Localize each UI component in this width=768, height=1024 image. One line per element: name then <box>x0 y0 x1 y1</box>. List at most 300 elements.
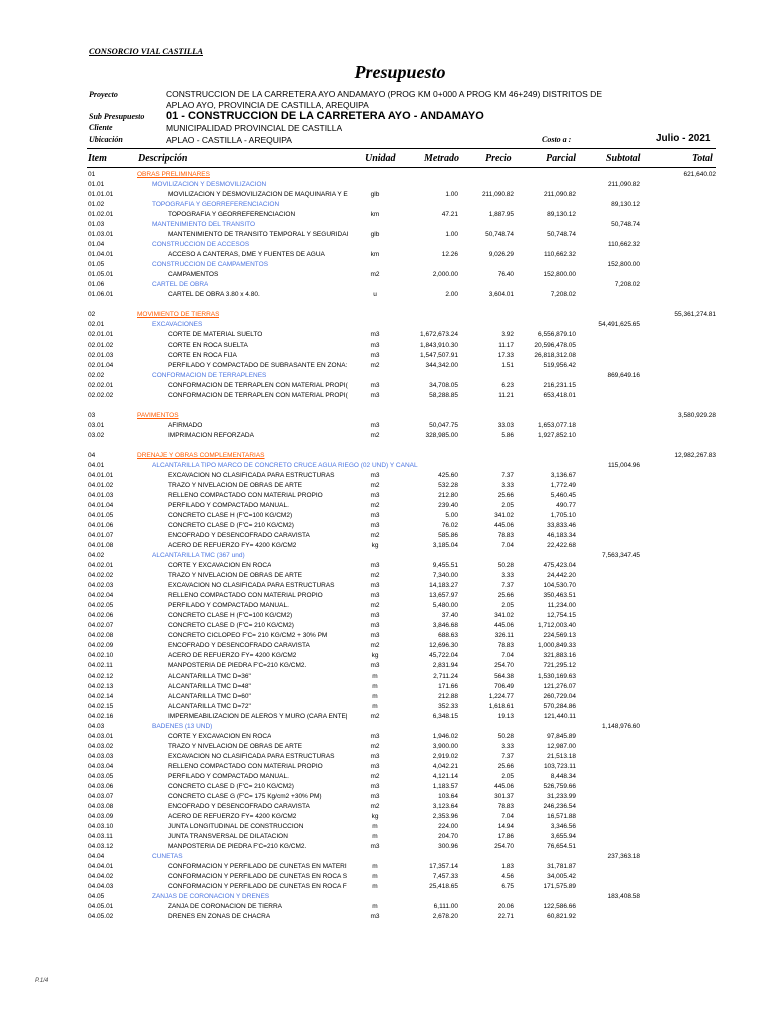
parcial-cell: 24,442.20 <box>547 572 576 580</box>
subtitle-description: CONSTRUCCION DE CAMPAMENTOS <box>152 261 269 269</box>
budget-item-row <box>0 611 768 621</box>
spacer-row <box>0 300 768 310</box>
unit-cell: m <box>372 682 378 690</box>
parcial-cell: 260,729.04 <box>543 692 576 700</box>
item-description: CARTEL DE OBRA 3.80 x 4.80. <box>168 291 260 299</box>
item-description: MANPOSTERIA DE PIEDRA F'C=210 KG/CM2. <box>168 662 307 670</box>
parcial-cell: 31,233.99 <box>547 792 576 800</box>
parcial-cell: 1,000,849.33 <box>538 642 576 650</box>
precio-cell: 1.51 <box>501 361 514 369</box>
item-description: CORTE EN ROCA FIJA <box>168 351 237 359</box>
item-code: 01.02.01 <box>88 211 114 219</box>
budget-subtitle-row <box>0 892 768 902</box>
metrado-cell: 17,357.14 <box>429 863 458 871</box>
item-code: 04.01.03 <box>88 491 114 499</box>
precio-cell: 5.86 <box>501 431 514 439</box>
unit-cell: km <box>370 211 380 219</box>
unit-cell: m <box>372 832 378 840</box>
metrado-cell: 1,946.02 <box>432 732 458 740</box>
item-description: ACCESO A CANTERAS, DME Y FUENTES DE AGUA <box>168 251 325 259</box>
unit-cell: m3 <box>370 612 380 620</box>
metrado-cell: 1.00 <box>445 191 458 199</box>
item-code: 04.03.11 <box>88 832 113 840</box>
precio-cell: 341.02 <box>494 512 514 520</box>
budget-item-row <box>0 812 768 822</box>
unit-cell: m3 <box>370 792 380 800</box>
precio-cell: 25.66 <box>497 592 514 600</box>
item-code: 04.02.14 <box>88 692 114 700</box>
budget-item-row <box>0 772 768 782</box>
subtitle-description: CONSTRUCCION DE ACCESOS <box>152 241 250 249</box>
page-number: P.1/4 <box>35 978 49 984</box>
budget-subtitle-row <box>0 551 768 561</box>
item-code: 04.02.13 <box>88 682 114 690</box>
unit-cell: m3 <box>370 471 380 479</box>
precio-cell: 4.56 <box>501 873 514 881</box>
item-code: 04.02.16 <box>88 712 114 720</box>
item-description: IMPRIMACION REFORZADA <box>168 431 254 439</box>
budget-item-row <box>0 682 768 692</box>
subtotal-cell: 869,649.16 <box>607 371 640 379</box>
col-parcial: Parcial <box>546 153 576 164</box>
item-code: 04.02.10 <box>88 652 114 660</box>
item-description: PERFILADO Y COMPACTADO DE SUBRASANTE EN ZONA: <box>168 361 348 369</box>
item-description: CONCRETO CLASE H (F'C=100 KG/CM2) <box>168 512 293 520</box>
spacer-row <box>0 441 768 451</box>
item-code: 04.04 <box>88 853 105 861</box>
item-description: TRAZO Y NIVELACION DE OBRAS DE ARTE <box>168 572 303 580</box>
unit-cell: m3 <box>370 632 380 640</box>
subtotal-cell: 7,208.02 <box>614 281 640 289</box>
metrado-cell: 352.33 <box>438 702 458 710</box>
budget-item-row <box>0 792 768 802</box>
precio-cell: 20.06 <box>497 903 514 911</box>
item-description: DRENES EN ZONAS DE CHACRA <box>168 913 271 921</box>
metrado-cell: 1,183.57 <box>432 782 458 790</box>
budget-title-row <box>0 411 768 421</box>
item-description: EXCAVACION NO CLASIFICADA PARA ESTRUCTURAS <box>168 752 335 760</box>
unit-cell: m <box>372 692 378 700</box>
metrado-cell: 532.28 <box>438 481 458 489</box>
parcial-cell: 11,234.00 <box>547 602 576 610</box>
budget-item-row <box>0 330 768 340</box>
item-code: 04.02.12 <box>88 672 114 680</box>
cliente-label: Cliente <box>89 123 113 132</box>
total-cell: 12,982,267.83 <box>674 451 716 459</box>
item-code: 04.02.08 <box>88 632 114 640</box>
budget-item-row <box>0 862 768 872</box>
item-description: JUNTA LONGITUDINAL DE CONSTRUCCION <box>168 822 304 830</box>
unit-cell: m3 <box>370 762 380 770</box>
metrado-cell: 3,846.68 <box>432 622 458 630</box>
item-description: CONFORMACION Y PERFILADO DE CUNETAS EN ROCA F <box>168 883 347 891</box>
parcial-cell: 1,653,077.18 <box>538 421 576 429</box>
subtitle-description: CONFORMACION DE TERRAPLENES <box>152 371 267 379</box>
unit-cell: m3 <box>370 351 380 359</box>
unit-cell: m <box>372 903 378 911</box>
unit-cell: m <box>372 863 378 871</box>
subtotal-cell: 89,130.12 <box>611 201 640 209</box>
parcial-cell: 121,276.07 <box>543 682 576 690</box>
metrado-cell: 5,480.00 <box>432 602 458 610</box>
budget-item-row <box>0 210 768 220</box>
item-description: AFIRMADO <box>168 421 203 429</box>
item-description: ACERO DE REFUERZO FY= 4200 KG/CM2 <box>168 542 297 550</box>
budget-item-row <box>0 651 768 661</box>
budget-subtitle-row <box>0 240 768 250</box>
precio-cell: 11.21 <box>498 391 514 399</box>
unit-cell: m3 <box>370 381 380 389</box>
unit-cell: m3 <box>370 562 380 570</box>
parcial-cell: 46,183.34 <box>547 532 576 540</box>
precio-cell: 1,224.77 <box>488 692 514 700</box>
parcial-cell: 22,422.68 <box>547 542 576 550</box>
metrado-cell: 171.66 <box>438 682 458 690</box>
precio-cell: 445.06 <box>494 622 514 630</box>
item-code: 02.01 <box>88 321 105 329</box>
unit-cell: kg <box>371 652 379 660</box>
subtitle-description: MANTENIMIENTO DEL TRANSITO <box>152 221 256 229</box>
costo-label: Costo a : <box>542 135 572 144</box>
parcial-cell: 6,556,879.10 <box>538 331 576 339</box>
item-description: ALCANTARILLA TMC D=48" <box>168 682 251 690</box>
unit-cell: m <box>372 873 378 881</box>
metrado-cell: 7,457.33 <box>432 873 458 881</box>
metrado-cell: 7,340.00 <box>432 572 458 580</box>
item-code: 04.03.03 <box>88 752 114 760</box>
unit-cell: m3 <box>370 622 380 630</box>
precio-cell: 445.06 <box>494 522 514 530</box>
header-rule <box>87 148 716 149</box>
metrado-cell: 344,342.00 <box>425 361 458 369</box>
item-code: 04.05.01 <box>88 903 114 911</box>
precio-cell: 326.11 <box>494 632 514 640</box>
precio-cell: 254.70 <box>494 662 514 670</box>
item-code: 02.01.04 <box>88 361 114 369</box>
budget-title-row <box>0 310 768 320</box>
budget-item-row <box>0 230 768 240</box>
precio-cell: 564.38 <box>494 672 514 680</box>
item-description: ENCOFRADO Y DESENCOFRADO CARAVISTA <box>168 642 310 650</box>
unit-cell: m2 <box>370 642 380 650</box>
item-code: 01.01 <box>88 181 105 189</box>
title-description: OBRAS PRELIMINARES <box>137 171 210 178</box>
precio-cell: 3.33 <box>501 481 514 489</box>
item-code: 03.02 <box>88 431 105 439</box>
item-code: 04.01.04 <box>88 501 114 509</box>
item-description: RELLENO COMPACTADO CON MATERIAL PROPIO <box>168 491 323 499</box>
unit-cell: m <box>372 702 378 710</box>
parcial-cell: 171,575.89 <box>543 883 576 891</box>
item-description: ALCANTARILLA TMC D=36" <box>168 672 251 680</box>
parcial-cell: 121,440.11 <box>543 712 576 720</box>
unit-cell: m3 <box>370 752 380 760</box>
budget-item-row <box>0 672 768 682</box>
precio-cell: 7.37 <box>501 582 514 590</box>
precio-cell: 3.33 <box>501 572 514 580</box>
parcial-cell: 246,236.54 <box>543 802 576 810</box>
parcial-cell: 76,654.51 <box>547 843 576 850</box>
item-description: CORTE Y EXCAVACION EN ROCA <box>168 732 272 740</box>
item-description: ENCOFRADO Y DESENCOFRADO CARAVISTA <box>168 532 310 540</box>
proyecto-line1: CONSTRUCCION DE LA CARRETERA AYO ANDAMAYO (PROG KM 0+000 A PROG KM 46+249) DISTRITOS DE <box>166 89 602 99</box>
item-code: 02.01.02 <box>88 341 114 349</box>
budget-item-row <box>0 712 768 722</box>
subtitle-description: BADENES (13 UND) <box>152 722 213 730</box>
precio-cell: 341.02 <box>494 612 514 620</box>
item-code: 04.02 <box>88 552 105 560</box>
metrado-cell: 58,288.85 <box>429 391 458 399</box>
total-cell: 621,640.02 <box>683 171 716 178</box>
unit-cell: m2 <box>370 572 380 580</box>
budget-item-row <box>0 882 768 892</box>
item-code: 02.01.01 <box>88 331 114 339</box>
item-description: CONCRETO CLASE D (F'C= 210 KG/CM2) <box>168 782 294 790</box>
unit-cell: m2 <box>370 532 380 540</box>
parcial-cell: 519,956.42 <box>543 361 576 369</box>
subtotal-cell: 152,800.00 <box>607 261 640 269</box>
item-description: PERFILADO Y COMPACTADO MANUAL. <box>168 772 289 780</box>
metrado-cell: 585.86 <box>438 532 458 540</box>
item-code: 04.02.03 <box>88 582 114 590</box>
item-code: 04.03.04 <box>88 762 114 770</box>
precio-cell: 14.94 <box>497 822 514 830</box>
item-code: 01.04.01 <box>88 251 114 259</box>
budget-title-row <box>0 170 768 180</box>
parcial-cell: 3,136.67 <box>550 471 576 479</box>
column-headers <box>0 153 768 167</box>
item-code: 04.03.08 <box>88 802 114 810</box>
parcial-cell: 7,208.02 <box>550 291 576 299</box>
precio-cell: 6.23 <box>501 381 514 389</box>
item-description: CONCRETO CLASE G (F'C= 175 Kg/cm2 +30% PM) <box>168 792 322 800</box>
unit-cell: m2 <box>370 361 380 369</box>
metrado-cell: 45,722.04 <box>429 652 458 660</box>
precio-cell: 25.66 <box>497 762 514 770</box>
item-code: 02.02 <box>88 371 105 379</box>
parcial-cell: 3,655.94 <box>550 832 576 840</box>
costo-fecha: Julio - 2021 <box>656 133 711 144</box>
precio-cell: 76.40 <box>497 271 514 279</box>
item-code: 04.02.09 <box>88 642 114 650</box>
unit-cell: m3 <box>370 391 380 399</box>
budget-item-row <box>0 752 768 762</box>
unit-cell: m <box>372 822 378 830</box>
subtitle-description: MOVILIZACION Y DESMOVILIZACION <box>152 181 267 189</box>
metrado-cell: 2,711.24 <box>433 672 458 680</box>
parcial-cell: 1,927,852.10 <box>538 431 576 439</box>
parcial-cell: 31,781.87 <box>547 863 576 871</box>
unit-cell: m3 <box>370 341 380 349</box>
subtotal-cell: 1,148,976.60 <box>602 722 640 730</box>
precio-cell: 78.83 <box>497 802 514 810</box>
budget-item-row <box>0 541 768 551</box>
item-description: CONFORMACION DE TERRAPLEN CON MATERIAL PROPI( <box>168 391 348 399</box>
precio-cell: 211,090.82 <box>481 191 514 199</box>
metrado-cell: 1,843,910.30 <box>420 341 458 349</box>
item-description: JUNTA TRANSVERSAL DE DILATACION <box>168 832 288 840</box>
item-code: 03.01 <box>88 421 105 429</box>
unit-cell: u <box>373 291 377 299</box>
total-cell: 55,361,274.81 <box>674 311 716 319</box>
item-code: 04.03.02 <box>88 742 114 750</box>
subtitle-description: ALCANTARILLA TMC (367 und) <box>152 552 245 560</box>
budget-item-row <box>0 471 768 481</box>
item-code: 04.05 <box>88 893 105 901</box>
parcial-cell: 211,090.82 <box>543 191 576 199</box>
item-description: ACERO DE REFUERZO FY= 4200 KG/CM2 <box>168 652 297 660</box>
unit-cell: m2 <box>370 802 380 810</box>
budget-item-row <box>0 631 768 641</box>
item-description: ALCANTARILLA TMC D=72" <box>168 702 251 710</box>
item-code: 04.05.02 <box>88 913 114 921</box>
metrado-cell: 4,042.21 <box>432 762 458 770</box>
parcial-cell: 5,460.45 <box>550 491 576 499</box>
unit-cell: m2 <box>370 772 380 780</box>
precio-cell: 7.04 <box>501 542 514 550</box>
parcial-cell: 110,662.32 <box>543 251 576 259</box>
budget-item-row <box>0 872 768 882</box>
metrado-cell: 2,353.96 <box>432 812 458 820</box>
parcial-cell: 8,448.34 <box>550 772 576 780</box>
unit-cell: m2 <box>370 501 380 509</box>
budget-item-row <box>0 842 768 852</box>
item-code: 01.05.01 <box>88 271 114 279</box>
metrado-cell: 14,183.27 <box>429 582 458 590</box>
item-description: MANPOSTERIA DE PIEDRA F'C=210 KG/CM2. <box>168 843 307 850</box>
budget-subtitle-row <box>0 220 768 230</box>
item-description: CORTE DE MATERIAL SUELTO <box>168 331 263 339</box>
subtotal-cell: 183,408.58 <box>607 893 640 901</box>
item-code: 04.01.05 <box>88 512 114 520</box>
item-code: 01.02 <box>88 201 105 209</box>
budget-subtitle-row <box>0 320 768 330</box>
item-description: TRAZO Y NIVELACION DE OBRAS DE ARTE <box>168 742 303 750</box>
precio-cell: 301.37 <box>494 792 514 800</box>
title-description: DRENAJE Y OBRAS COMPLEMENTARIAS <box>137 451 265 459</box>
precio-cell: 6.75 <box>501 883 514 891</box>
subtotal-cell: 110,662.32 <box>607 241 640 249</box>
parcial-cell: 16,571.88 <box>547 812 576 820</box>
item-code: 04.01.01 <box>88 471 114 479</box>
metrado-cell: 688.63 <box>438 632 458 640</box>
metrado-cell: 34,708.05 <box>429 381 458 389</box>
budget-item-row <box>0 421 768 431</box>
precio-cell: 78.83 <box>497 532 514 540</box>
metrado-cell: 2,919.02 <box>432 752 458 760</box>
precio-cell: 11.17 <box>498 341 514 349</box>
item-code: 01.05 <box>88 261 105 269</box>
budget-item-row <box>0 501 768 511</box>
budget-item-row <box>0 782 768 792</box>
title-description: MOVIMIENTO DE TIERRAS <box>137 311 220 319</box>
item-code: 04.03.05 <box>88 772 114 780</box>
parcial-cell: 526,759.66 <box>543 782 576 790</box>
metrado-cell: 25,418.65 <box>429 883 458 891</box>
unit-cell: m3 <box>370 662 380 670</box>
precio-cell: 1,887.95 <box>488 211 514 219</box>
precio-cell: 3.33 <box>501 742 514 750</box>
item-code: 04.04.01 <box>88 863 114 871</box>
budget-item-row <box>0 491 768 501</box>
total-cell: 3,580,929.28 <box>678 411 716 419</box>
budget-item-row <box>0 591 768 601</box>
metrado-cell: 1,672,673.24 <box>420 331 458 339</box>
unit-cell: m3 <box>370 512 380 520</box>
unit-cell: m <box>372 672 378 680</box>
unit-cell: m2 <box>370 602 380 610</box>
unit-cell: m2 <box>370 712 380 720</box>
parcial-cell: 89,130.12 <box>547 211 576 219</box>
parcial-cell: 1,712,003.40 <box>538 622 576 630</box>
unit-cell: kg <box>371 812 379 820</box>
unit-cell: kg <box>371 542 379 550</box>
col-subtotal: Subtotal <box>606 153 641 164</box>
budget-item-row <box>0 431 768 441</box>
precio-cell: 254.70 <box>494 843 514 850</box>
item-code: 04.03.10 <box>88 822 114 830</box>
parcial-cell: 570,284.86 <box>543 702 576 710</box>
parcial-cell: 321,883.16 <box>543 652 576 660</box>
item-description: EXCAVACION NO CLASIFICADA PARA ESTRUCTURAS <box>168 582 335 590</box>
precio-cell: 2.05 <box>501 772 514 780</box>
parcial-cell: 104,530.70 <box>543 582 576 590</box>
item-code: 04.01.08 <box>88 542 114 550</box>
precio-cell: 7.37 <box>501 752 514 760</box>
budget-item-row <box>0 190 768 200</box>
metrado-cell: 328,985.00 <box>425 431 458 439</box>
item-description: MANTENIMIENTO DE TRANSITO TEMPORAL Y SEGURIDAI <box>168 231 349 239</box>
metrado-cell: 3,900.00 <box>432 742 458 750</box>
subtitle-description: ZANJAS DE CORONACION Y DRENES <box>152 893 270 901</box>
item-code: 04.04.02 <box>88 873 114 881</box>
precio-cell: 9,026.29 <box>488 251 514 259</box>
item-description: CONCRETO CLASE H (F'C=100 KG/CM2) <box>168 612 293 620</box>
unit-cell: m2 <box>370 742 380 750</box>
item-description: CORTE Y EXCAVACION EN ROCA <box>168 562 272 570</box>
unit-cell: m3 <box>370 843 380 850</box>
unit-cell: glb <box>370 191 380 199</box>
unit-cell: m3 <box>370 732 380 740</box>
subtotal-cell: 237,363.18 <box>607 853 640 861</box>
item-code: 02.02.02 <box>88 391 114 399</box>
metrado-cell: 300.96 <box>438 843 458 850</box>
item-code: 01 <box>88 171 96 178</box>
precio-cell: 7.04 <box>501 652 514 660</box>
metrado-cell: 5.00 <box>445 512 458 520</box>
item-description: IMPERMEABILIZACION DE ALEROS Y MURO (CARA ENTE| <box>168 712 348 720</box>
item-code: 04.01.06 <box>88 522 114 530</box>
budget-item-row <box>0 531 768 541</box>
parcial-cell: 21,513.18 <box>547 752 576 760</box>
parcial-cell: 20,596,478.05 <box>534 341 576 349</box>
unit-cell: m3 <box>370 782 380 790</box>
precio-cell: 78.83 <box>497 642 514 650</box>
parcial-cell: 50,748.74 <box>547 231 576 239</box>
unit-cell: km <box>370 251 380 259</box>
company-name: CONSORCIO VIAL CASTILLA <box>89 46 203 56</box>
metrado-cell: 12,696.30 <box>429 642 458 650</box>
item-code: 04.03.06 <box>88 782 114 790</box>
parcial-cell: 122,586.66 <box>543 903 576 911</box>
item-code: 04.02.15 <box>88 702 114 710</box>
metrado-cell: 37.40 <box>441 612 458 620</box>
item-description: CONFORMACION Y PERFILADO DE CUNETAS EN ROCA S <box>168 873 348 881</box>
item-description: CONFORMACION DE TERRAPLEN CON MATERIAL PROPI( <box>168 381 348 389</box>
precio-cell: 17.33 <box>497 351 514 359</box>
budget-item-row <box>0 391 768 401</box>
document-title: Presupuesto <box>354 62 446 82</box>
